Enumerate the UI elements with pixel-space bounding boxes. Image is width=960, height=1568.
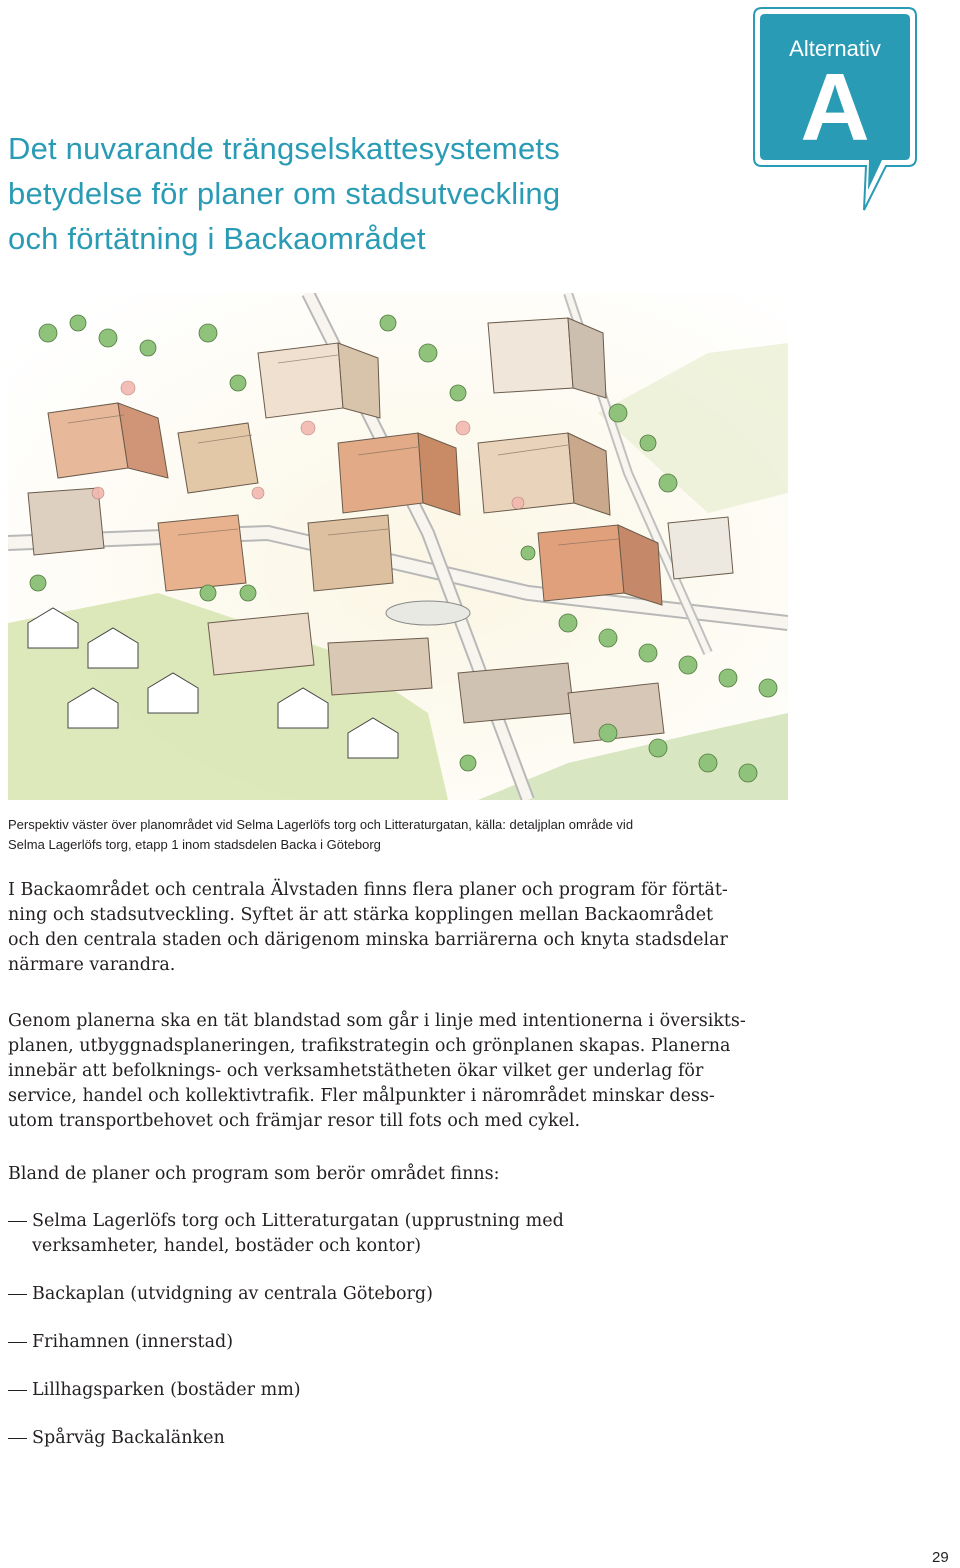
paragraph-line: ning och stadsutveckling. Syftet är att stärka kopplingen mellan Backaområdet <box>8 905 714 925</box>
paragraph-line: utom transportbehovet och främjar resor till fots och med cykel. <box>8 1111 581 1131</box>
badge-letter: A <box>800 54 870 161</box>
paragraph-intro <box>8 878 798 978</box>
list-item <box>8 1330 798 1355</box>
list-item <box>8 1426 798 1451</box>
list-item-line: verksamheter, handel, bostäder och kontor) <box>32 1236 422 1256</box>
image-caption <box>8 815 788 855</box>
list-item-line: Backaplan (utvidgning av centrala Göteborg) <box>32 1284 433 1304</box>
list-item-line: Spårväg Backalänken <box>32 1428 225 1448</box>
list-item-line: Lillhagsparken (bostäder mm) <box>32 1380 301 1400</box>
dash-icon <box>8 1390 27 1391</box>
plans-list <box>8 1209 798 1474</box>
aerial-sketch-illustration <box>8 293 788 800</box>
paragraph-line: planen, utbyggnadsplaneringen, trafikstrategin och grönplanen skapas. Planerna <box>8 1036 731 1056</box>
caption-line: Selma Lagerlöfs torg, etapp 1 inom stadsdelen Backa i Göteborg <box>8 837 381 852</box>
paragraph-line: Bland de planer och program som berör området finns: <box>8 1164 500 1184</box>
paragraph-line: närmare varandra. <box>8 955 176 975</box>
badge-label: Alternativ <box>789 36 881 61</box>
paragraph-line: I Backaområdet och centrala Älvstaden finns flera planer och program för förtät- <box>8 880 728 900</box>
paragraph-line: och den centrala staden och därigenom minska barriärerna och knyta stadsdelar <box>8 930 728 950</box>
paragraph-plans <box>8 1009 798 1134</box>
page-number: 29 <box>932 1549 949 1566</box>
list-item <box>8 1378 798 1403</box>
list-item-line: Frihamnen (innerstad) <box>32 1332 234 1352</box>
paragraph-line: service, handel och kollektivtrafik. Fler målpunkter i närområdet minskar dess- <box>8 1086 715 1106</box>
dash-icon <box>8 1342 27 1343</box>
paragraph-line: Genom planerna ska en tät blandstad som går i linje med intentionerna i översikts- <box>8 1011 746 1031</box>
title-line: betydelse för planer om stadsutveckling <box>8 176 561 211</box>
dash-icon <box>8 1294 27 1295</box>
title-line: Det nuvarande trängselskattesystemets <box>8 131 560 166</box>
paragraph-list-intro <box>8 1162 798 1187</box>
caption-line: Perspektiv väster över planområdet vid Selma Lagerlöfs torg och Litteraturgatan, källa: detaljplan område vid <box>8 817 634 832</box>
dash-icon <box>8 1221 27 1222</box>
paragraph-line: innebär att befolknings- och verksamhetstätheten ökar vilket ger underlag för <box>8 1061 704 1081</box>
list-item <box>8 1282 798 1307</box>
dash-icon <box>8 1438 27 1439</box>
title-line: och förtätning i Backaområdet <box>8 221 426 256</box>
page-title <box>8 126 768 261</box>
alternativ-badge <box>752 6 918 216</box>
list-item-line: Selma Lagerlöfs torg och Litteraturgatan (upprustning med <box>32 1211 564 1231</box>
list-item <box>8 1209 798 1259</box>
